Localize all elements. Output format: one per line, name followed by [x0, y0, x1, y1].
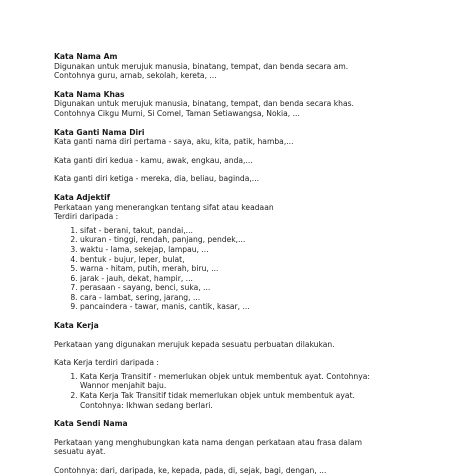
heading-kata-nama-am: Kata Nama Am: [54, 52, 118, 61]
list-item: 6. jarak - jauh, dekat, hampir, ...: [80, 274, 423, 284]
heading-kata-nama-khas: Kata Nama Khas: [54, 89, 125, 99]
spacer: [54, 331, 423, 340]
list-item: 2. ukuran - tinggi, rendah, panjang, pendek,...: [80, 235, 423, 245]
list-item: 9. pancaindera - tawar, manis, cantik, kasar, ...: [80, 302, 423, 312]
list-item: [80, 391, 423, 410]
list-item-main: Kata Kerja Tak Transitif tidak memerlukan objek untuk membentuk ayat.: [80, 391, 355, 401]
kata-adjektif-list: [54, 226, 423, 312]
list-item: 7. perasaan - sayang, benci, suka, ...: [80, 283, 423, 293]
section-kata-adjektif: [54, 193, 423, 312]
section-kata-sendi-nama: [54, 419, 423, 475]
kata-nama-khas-definition: Digunakan untuk merujuk manusia, binatang, tempat, dan benda secara khas.: [54, 99, 354, 109]
kata-kerja-intro: Kata Kerja terdiri daripada :: [54, 358, 159, 368]
kata-ganti-kedua: Kata ganti diri kedua - kamu, awak, engkau, anda,...: [54, 155, 253, 165]
heading-kata-adjektif: Kata Adjektif: [54, 192, 111, 202]
section-kata-nama-khas: [54, 90, 423, 119]
kata-sendi-definition-1: Perkataan yang menghubungkan kata nama dengan perkataan atau frasa dalam: [54, 437, 363, 447]
heading-kata-ganti-nama-diri: Kata Ganti Nama Diri: [54, 127, 145, 137]
list-item: 8. cara - lambat, sering, jarang, ...: [80, 293, 423, 303]
kata-sendi-definition-2: sesuatu ayat.: [54, 447, 106, 457]
list-item: 4. bentuk - bujur, leper, bulat,: [80, 255, 423, 265]
kata-kerja-list: [54, 372, 423, 410]
kata-nama-am-example: Contohnya guru, arnab, sekolah, kereta, ...: [54, 71, 217, 81]
kata-nama-khas-example: Contohnya Cikgu Murni, Si Comel, Taman Setiawangsa, Nokia, ...: [54, 108, 300, 118]
kata-sendi-example: Contohnya: dari, daripada, ke, kepada, pada, di, sejak, bagi, dengan, ...: [54, 466, 327, 475]
kata-ganti-ketiga: Kata ganti diri ketiga - mereka, dia, beliau, baginda,...: [54, 174, 260, 184]
section-kata-nama-am: [54, 52, 423, 81]
list-item-example: Wannor menjahit baju.: [80, 381, 167, 391]
kata-ganti-pertama: Kata ganti nama diri pertama - saya, aku, kita, patik, hamba,...: [54, 137, 294, 147]
spacer: [54, 147, 423, 156]
kata-kerja-definition: Perkataan yang digunakan merujuk kepada sesuatu perbuatan dilakukan.: [54, 339, 335, 349]
spacer: [54, 457, 423, 466]
spacer: [54, 349, 423, 358]
kata-adjektif-intro: Terdiri daripada :: [54, 212, 119, 222]
spacer: [54, 165, 423, 174]
kata-nama-am-definition: Digunakan untuk merujuk manusia, binatang, tempat, dan benda secara am.: [54, 61, 349, 71]
list-item: 1. sifat - berani, takut, pandai,...: [80, 226, 423, 236]
list-item: [80, 372, 423, 391]
list-item: 3. waktu - lama, sekejap, lampau, ...: [80, 245, 423, 255]
list-item-example: Contohnya: Ikhwan sedang berlari.: [80, 400, 213, 410]
list-item-main: Kata Kerja Transitif - memerlukan objek untuk membentuk ayat. Contohnya:: [80, 371, 370, 381]
heading-kata-sendi-nama: Kata Sendi Nama: [54, 419, 128, 429]
kata-adjektif-definition: Perkataan yang menerangkan tentang sifat atau keadaan: [54, 202, 274, 212]
section-kata-kerja: [54, 321, 423, 410]
heading-kata-kerja: Kata Kerja: [54, 321, 99, 331]
spacer: [54, 429, 423, 438]
section-kata-ganti-nama-diri: [54, 128, 423, 184]
list-item: 5. warna - hitam, putih, merah, biru, ...: [80, 264, 423, 274]
